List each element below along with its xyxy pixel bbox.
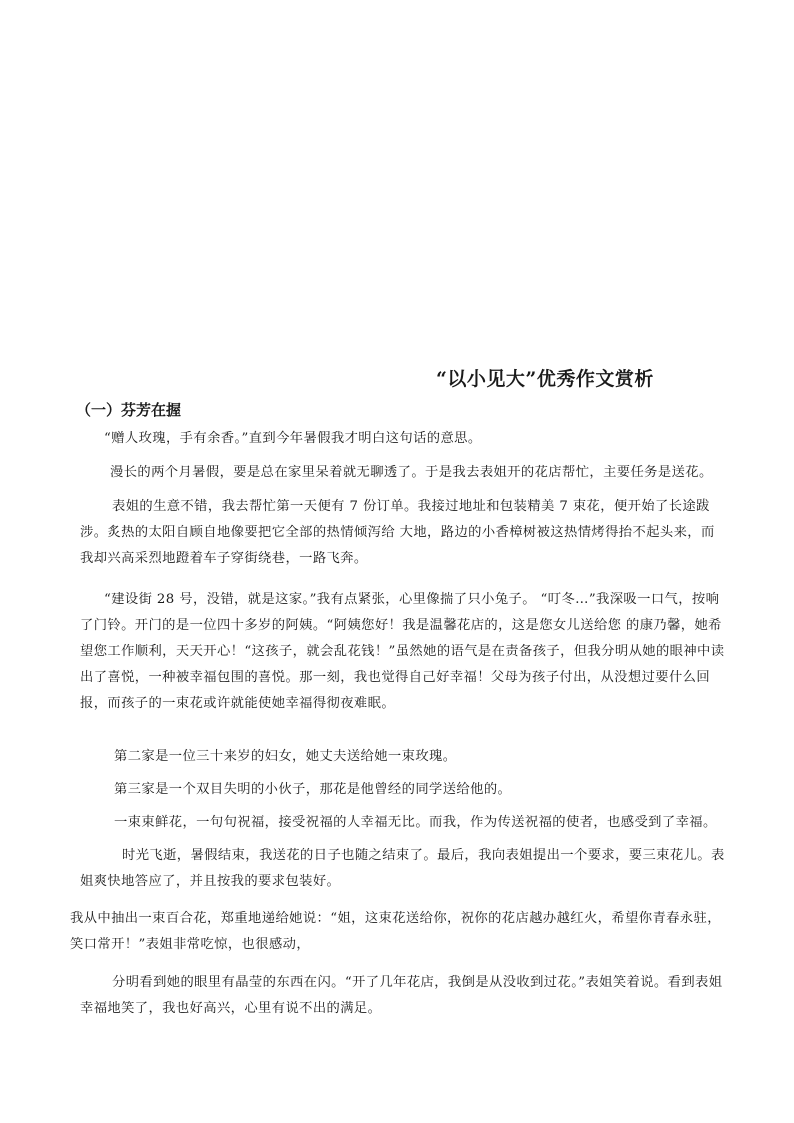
paragraph-2: 漫长的两个月暑假，要是总在家里呆着就无聊透了。于是我去表姐开的花店帮忙，主要任务是送花。 [110, 465, 713, 480]
paragraph-6: 第三家是一个双目失明的小伙子，那花是他曾经的同学送给他的。 [114, 782, 512, 797]
section-heading: （一）芬芳在握 [76, 401, 182, 419]
paragraph-3: 表姐的生意不错，我去帮忙第一天便有 7 份订单。我接过地址和包装精美 7 束花，便开始了长途跋涉。炙热的太阳自顾自地像要把它全部的热情倾泻给 大地，路边的小香樟树被这热情烤得抬不起头来，而我却兴高采烈地蹬着车子穿街绕巷，一路飞奔。 [80, 499, 715, 566]
paragraph-1: “赠人玫瑰，手有余香。”直到今年暑假我才明白这句话的意思。 [104, 431, 482, 446]
paragraph-8: 时光飞逝，暑假结束，我送花的日子也随之结束了。最后，我向表姐提出一个要求，要三束花儿。表姐爽快地答应了，并且按我的要求包装好。 [80, 848, 725, 889]
paragraph-9: 我从中抽出一束百合花，郑重地递给她说：“姐，这束花送给你，祝你的花店越办越红火，希望你青春永驻，笑口常开！”表姐非常吃惊，也很感动， [70, 911, 721, 952]
paragraph-7: 一束束鲜花，一句句祝福，接受祝福的人幸福无比。而我，作为传送祝福的使者，也感受到了幸福。 [114, 815, 717, 830]
document-title: “以小见大”优秀作文赏析 [436, 368, 654, 390]
paragraph-5: 第二家是一位三十来岁的妇女，她丈夫送给她一束玫瑰。 [114, 749, 457, 764]
paragraph-4: “建设街 28 号，没错，就是这家。”我有点紧张，心里像揣了只小兔子。 “叮冬…”我深吸一口气，按响了门铃。开门的是一位四十多岁的阿姨。“阿姨您好！我是温馨花店的，这是您女儿送给您 的康乃馨，她希望您工作顺利，天天开心！“这孩子，就会乱花钱！”虽然她的语气是在责备孩子，但我分明从她的眼神中读出了喜悦，一种被幸福包围的喜悦。那一刻，我也觉得自己好幸福！父母为孩子付出，从没想过要什么回报，而孩子的一束花或许就能使她幸福得彻夜难眠。 [80, 592, 725, 711]
paragraph-10: 分明看到她的眼里有晶莹的东西在闪。“开了几年花店，我倒是从没收到过花。”表姐笑着说。看到表姐幸福地笑了，我也好高兴，心里有说不出的满足。 [80, 975, 723, 1016]
